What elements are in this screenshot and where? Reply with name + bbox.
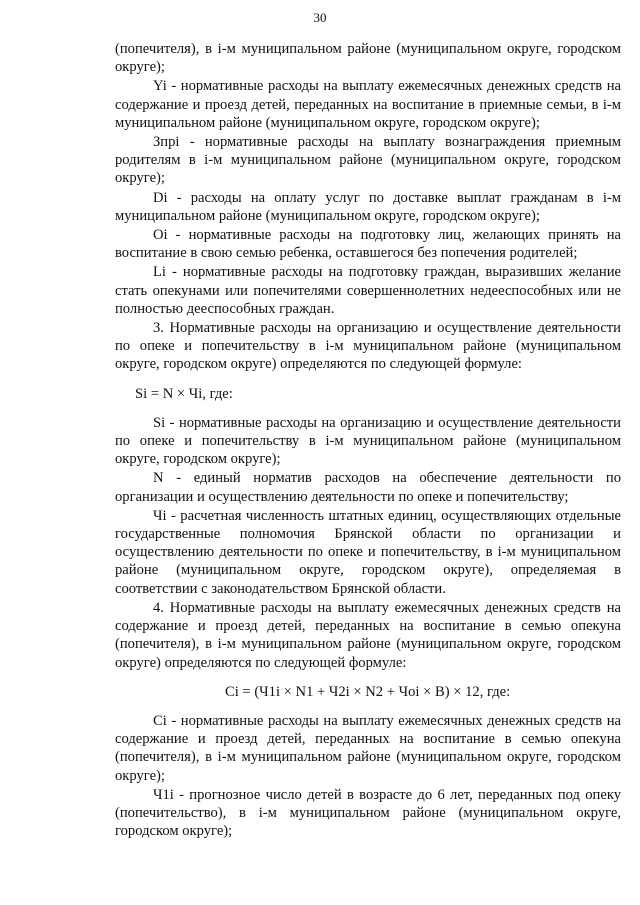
document-body bbox=[115, 40, 621, 841]
paragraph-yi-definition: Yi - нормативные расходы на выплату ежемесячных денежных средств на содержание и проезд детей, переданных на воспитание в приемные семьи, в i-м муниципальном районе (муниципальном округе, городском округе); bbox=[115, 78, 621, 131]
paragraph-zpri-definition: Зпрi - нормативные расходы на выплату вознаграждения приемным родителям в i-м муниципальном районе (муниципальном округе, городском округе); bbox=[115, 134, 621, 187]
page-number: 30 bbox=[313, 10, 327, 25]
paragraph-oi-definition: Oi - нормативные расходы на подготовку лиц, желающих принять на воспитание в свою семью ребенка, оставшегося без попечения родителей; bbox=[115, 227, 621, 262]
paragraph-li-definition: Li - нормативные расходы на подготовку граждан, выразивших желание стать опекунами или попечителями совершеннолетних недееспособных или не полностью дееспособных граждан. bbox=[115, 264, 621, 317]
paragraph-si-definition: Si - нормативные расходы на организацию и осуществление деятельности по опеке и попечительству в i-м муниципальном районе (муниципальном округе, городском округе); bbox=[115, 414, 621, 468]
paragraph-n-definition: N - единый норматив расходов на обеспечение деятельности по организации и осуществлению деятельности по опеке и попечительству; bbox=[115, 470, 621, 505]
paragraph-chi-definition: Чi - расчетная численность штатных единиц, осуществляющих отдельные государственные полномочия Брянской области по организации и осуществлению деятельности по опеке и попечительству, в i-м муниципальном районе (муниципальном округе, городском округе), определяемая в соответствии с законодательством Брянской области. bbox=[115, 507, 621, 597]
paragraph-section-4: 4. Нормативные расходы на выплату ежемесячных денежных средств на содержание и проезд детей, переданных на воспитание в семью опекуна (попечителя), в i-м муниципальном районе (муниципальном округе, городском округе) определяются по следующей формуле: bbox=[115, 599, 621, 671]
formula-si: Si = N × Чi, где: bbox=[135, 385, 233, 402]
formula-ci: Ci = (Ч1i × N1 + Ч2i × N2 + Чoi × B) × 12, где: bbox=[225, 683, 511, 700]
paragraph-ch1i-definition: Ч1i - прогнозное число детей в возрасте до 6 лет, переданных под опеку (попечительство), в i-м муниципальном районе (муниципальном округе, городском округе); bbox=[115, 786, 621, 840]
paragraph-di-definition: Di - расходы на оплату услуг по доставке выплат гражданам в i-м муниципальном районе (муниципальном округе, городском округе); bbox=[115, 189, 621, 224]
paragraph-ci-definition: Ci - нормативные расходы на выплату ежемесячных денежных средств на содержание и проезд детей, переданных на воспитание в семью опекуна (попечителя), в i-м муниципальном районе (муниципальном округе, городском округе); bbox=[115, 712, 621, 784]
paragraph-section-3: 3. Нормативные расходы на организацию и осуществление деятельности по опеке и попечительству в i-м муниципальном районе (муниципальном округе, городском округе) определяются по следующей формуле: bbox=[115, 320, 621, 373]
paragraph-continuation: (попечителя), в i-м муниципальном районе (муниципальном округе, городском округе); bbox=[115, 41, 621, 76]
